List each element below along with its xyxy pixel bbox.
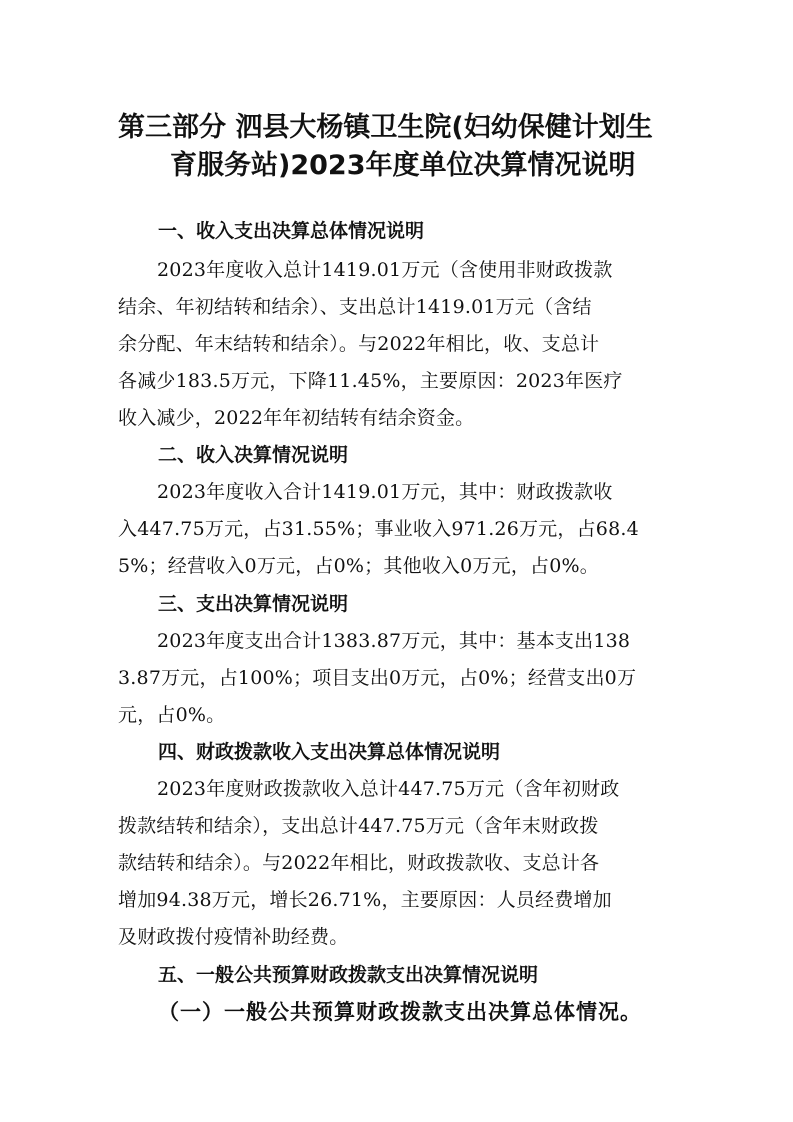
paragraph-line: 余分配、年末结转和结余）。与2022年相比，收、支总计	[118, 333, 600, 355]
paragraph-line: 增加94.38万元，增长26.71%，主要原因：人员经费增加	[118, 889, 612, 911]
paragraph-line: 收入减少，2022年年初结转有结余资金。	[118, 407, 475, 429]
paragraph-line: 2023年度收入总计1419.01万元（含使用非财政拨款	[157, 259, 613, 281]
paragraph-line: 款结转和结余）。与2022年相比，财政拨款收、支总计各	[118, 852, 600, 874]
paragraph-line: 2023年度财政拨款收入总计447.75万元（含年初财政	[157, 778, 620, 800]
paragraph-line: 2023年度支出合计1383.87万元，其中：基本支出138	[157, 630, 631, 652]
section-heading-4: 四、财政拨款收入支出决算总体情况说明	[158, 741, 501, 763]
subsection-heading: （一）一般公共预算财政拨款支出决算总体情况。	[158, 999, 642, 1024]
section-heading-2: 二、收入决算情况说明	[158, 444, 349, 466]
section-heading-3: 三、支出决算情况说明	[158, 593, 349, 615]
paragraph-line: 5%；经营收入0万元，占0%；其他收入0万元，占0%。	[118, 555, 600, 577]
paragraph-line: 3.87万元，占100%；项目支出0万元，占0%；经营支出0万	[118, 667, 637, 689]
section-heading-1: 一、收入支出决算总体情况说明	[158, 220, 425, 242]
paragraph-line: 及财政拨付疫情补助经费。	[118, 926, 349, 948]
paragraph-line: 元，占0%。	[118, 704, 226, 726]
paragraph-line: 2023年度收入合计1419.01万元，其中：财政拨款收	[157, 481, 613, 503]
document-title-line-2: 育服务站)2023年度单位决算情况说明	[170, 150, 636, 181]
paragraph-line: 各减少183.5万元，下降11.45%，主要原因：2023年医疗	[118, 370, 623, 392]
section-heading-5: 五、一般公共预算财政拨款支出决算情况说明	[158, 964, 539, 986]
paragraph-line: 入447.75万元，占31.55%；事业收入971.26万元，占68.4	[118, 518, 639, 540]
document-title-line-1: 第三部分 泗县大杨镇卫生院(妇幼保健计划生	[118, 112, 653, 143]
paragraph-line: 拨款结转和结余），支出总计447.75万元（含年末财政拨	[118, 815, 599, 837]
paragraph-line: 结余、年初结转和结余）、支出总计1419.01万元（含结	[118, 296, 592, 318]
